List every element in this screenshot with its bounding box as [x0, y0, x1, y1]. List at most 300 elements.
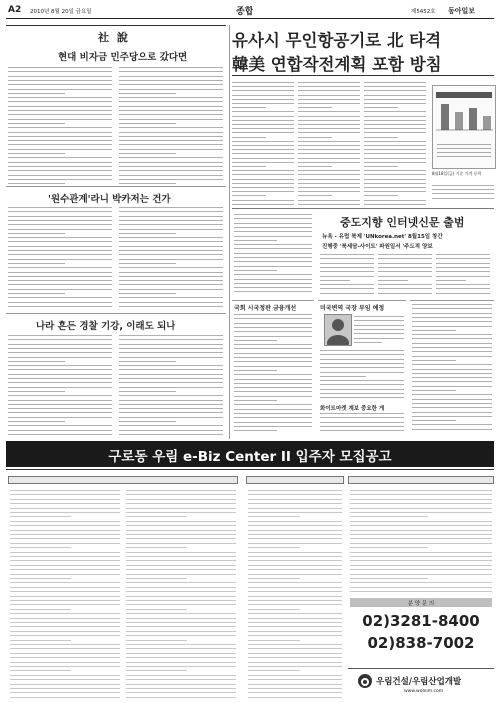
text-line	[8, 144, 112, 145]
text-line	[248, 538, 342, 539]
text-line	[412, 407, 492, 408]
assembly-headline: 국회 시국정판 금융개선	[234, 305, 297, 312]
text-line	[248, 697, 342, 698]
text-line	[320, 397, 404, 398]
text-line	[364, 90, 426, 91]
text-line	[248, 508, 342, 509]
text-line	[119, 84, 223, 85]
text-line	[412, 338, 492, 339]
text-line	[126, 684, 236, 685]
text-line	[412, 330, 456, 331]
text-line	[298, 128, 360, 129]
paper-name: 동아일보	[448, 7, 476, 15]
text-line	[248, 578, 300, 579]
text-line	[8, 149, 112, 150]
text-line	[119, 369, 223, 370]
text-line	[10, 648, 120, 649]
chart-header-bar	[436, 92, 492, 98]
text-line	[126, 569, 236, 570]
text-line	[350, 565, 492, 566]
text-line	[412, 399, 492, 400]
text-line	[248, 653, 342, 654]
text-line	[126, 516, 187, 517]
text-line	[298, 116, 360, 117]
text-line	[119, 67, 223, 68]
text-line	[8, 179, 112, 180]
text-line	[8, 293, 65, 294]
text-line	[8, 400, 112, 401]
text-line	[10, 591, 120, 592]
text-line	[436, 258, 490, 259]
banner-title: 구로동 우림 e-Biz Center II 입주자 모집공고	[108, 449, 392, 465]
text-line	[378, 293, 432, 294]
text-line	[298, 132, 360, 133]
text-line	[248, 640, 300, 641]
text-line	[10, 543, 120, 544]
text-line	[298, 137, 332, 138]
text-line	[298, 103, 360, 104]
text-line	[248, 648, 342, 649]
text-line	[436, 284, 490, 285]
text-line	[119, 306, 223, 307]
text-line	[119, 246, 223, 247]
text-line	[126, 626, 236, 627]
text-line	[119, 114, 223, 115]
text-line	[378, 271, 432, 272]
text-line	[350, 503, 492, 504]
text-line	[119, 335, 223, 336]
text-line	[248, 494, 342, 495]
text-line	[119, 149, 223, 150]
text-line	[126, 574, 236, 575]
text-line	[234, 279, 312, 280]
text-line	[298, 158, 360, 159]
text-line	[8, 339, 112, 340]
text-line	[119, 183, 176, 184]
text-line	[10, 684, 120, 685]
text-line	[350, 494, 492, 495]
text-line	[8, 233, 65, 234]
price-chart	[433, 90, 495, 142]
text-line	[234, 214, 312, 215]
text-line	[232, 95, 294, 96]
text-line	[378, 258, 432, 259]
text-line	[10, 675, 120, 676]
text-line	[354, 338, 404, 339]
editorial-title-3: 나라 흔든 경찰 기강, 이래도 되나	[36, 321, 176, 332]
text-line	[8, 170, 112, 171]
text-line	[126, 653, 236, 654]
text-line	[234, 357, 312, 358]
text-line	[119, 421, 176, 422]
text-line	[10, 688, 120, 689]
text-line	[320, 267, 374, 268]
text-line	[350, 574, 492, 575]
text-line	[364, 158, 426, 159]
text-line	[10, 600, 120, 601]
text-line	[298, 174, 360, 175]
text-line	[350, 569, 492, 570]
text-line	[8, 84, 112, 85]
text-line	[119, 140, 223, 141]
text-line	[10, 613, 120, 614]
text-line	[364, 141, 426, 142]
text-line	[8, 241, 112, 242]
text-line	[10, 662, 120, 663]
text-line	[8, 97, 112, 98]
text-line	[10, 635, 120, 636]
text-line	[126, 640, 187, 641]
text-line	[320, 288, 374, 289]
text-line	[232, 183, 294, 184]
text-line	[298, 204, 360, 205]
text-line	[364, 153, 426, 154]
text-line	[354, 325, 404, 326]
text-line	[10, 516, 71, 517]
text-line	[248, 543, 342, 544]
text-line	[364, 137, 398, 138]
text-line	[364, 95, 426, 96]
ad-form-middle	[246, 474, 344, 700]
ad-form-header	[8, 476, 238, 484]
text-line	[378, 254, 432, 255]
text-line	[298, 149, 360, 150]
text-line	[126, 591, 236, 592]
text-line	[119, 348, 223, 349]
text-line	[364, 145, 426, 146]
text-line	[8, 357, 112, 358]
text-line	[436, 263, 490, 264]
text-line	[234, 417, 312, 418]
text-line	[119, 434, 223, 435]
text-line	[234, 426, 312, 427]
text-line	[10, 560, 120, 561]
text-line	[320, 422, 404, 423]
text-line	[350, 530, 492, 531]
text-line	[119, 412, 223, 413]
text-line	[232, 145, 294, 146]
editorial-label: 社 說	[98, 31, 130, 44]
text-line	[298, 183, 360, 184]
text-line	[412, 424, 492, 425]
text-line	[119, 254, 223, 255]
text-line	[248, 596, 342, 597]
text-line	[126, 613, 236, 614]
text-line	[119, 175, 223, 176]
text-line	[298, 107, 332, 108]
text-line	[119, 339, 223, 340]
price-chart-box	[432, 85, 496, 169]
text-line	[119, 162, 223, 163]
text-line	[234, 340, 277, 341]
text-line	[10, 534, 120, 535]
text-line	[8, 412, 112, 413]
text-line	[234, 430, 277, 431]
text-line	[8, 374, 112, 375]
phone-1: 02)3281-8400	[362, 612, 480, 630]
text-line	[8, 430, 112, 431]
text-line	[436, 254, 490, 255]
text-line	[350, 525, 492, 526]
text-line	[8, 382, 112, 383]
text-line	[8, 421, 65, 422]
ad-form-middle-header	[246, 476, 344, 484]
text-line	[232, 162, 294, 163]
text-line	[8, 153, 65, 154]
text-line	[232, 158, 294, 159]
text-line	[378, 267, 432, 268]
text-line	[234, 314, 312, 315]
text-line	[234, 366, 312, 367]
text-line	[234, 231, 312, 232]
text-line	[320, 284, 374, 285]
text-line	[320, 280, 350, 281]
text-line	[412, 403, 492, 404]
text-line	[248, 569, 342, 570]
text-line	[119, 237, 223, 238]
text-line	[119, 267, 223, 268]
text-line	[126, 604, 236, 605]
text-line	[8, 224, 112, 225]
text-line	[364, 204, 426, 205]
text-line	[248, 556, 342, 557]
text-line	[248, 600, 342, 601]
text-line	[8, 101, 112, 102]
text-line	[248, 565, 342, 566]
text-line	[232, 170, 294, 171]
text-line	[119, 220, 223, 221]
text-line	[8, 183, 65, 184]
second-sub-2: 진행중 '북세담-사이트' 파원일서 '주도적 양보	[322, 244, 433, 250]
text-line	[298, 179, 360, 180]
text-line	[320, 363, 404, 364]
text-line	[119, 93, 176, 94]
text-line	[119, 153, 176, 154]
text-line	[10, 582, 120, 583]
text-line	[232, 111, 294, 112]
text-line	[248, 582, 342, 583]
page-date: 2010년 8월 20일 금요일	[30, 9, 92, 15]
text-line	[248, 609, 300, 610]
text-line	[126, 692, 236, 693]
text-line	[298, 166, 332, 167]
text-line	[412, 381, 492, 382]
text-line	[10, 552, 120, 553]
text-line	[8, 93, 65, 94]
ad-form-right	[348, 474, 494, 700]
text-line	[232, 187, 294, 188]
text-line	[234, 240, 277, 241]
text-line	[10, 666, 120, 667]
text-line	[234, 422, 312, 423]
text-line	[232, 179, 294, 180]
text-line	[232, 195, 266, 196]
text-line	[8, 263, 65, 264]
text-line	[119, 284, 223, 285]
text-line	[8, 136, 112, 137]
text-line	[126, 670, 187, 671]
text-line	[10, 692, 120, 693]
text-line	[364, 162, 426, 163]
text-line	[10, 499, 120, 500]
text-line	[234, 223, 312, 224]
text-line	[10, 569, 120, 570]
text-line	[248, 670, 300, 671]
text-line	[320, 430, 404, 431]
text-line	[234, 348, 312, 349]
text-line	[8, 378, 112, 379]
text-line	[232, 124, 294, 125]
text-line	[119, 374, 223, 375]
text-line	[119, 166, 223, 167]
text-line	[8, 207, 112, 208]
text-line	[350, 490, 492, 491]
text-line	[298, 111, 360, 112]
text-line	[248, 684, 342, 685]
text-line	[350, 512, 492, 513]
text-line	[412, 334, 492, 335]
text-line	[436, 271, 490, 272]
text-line	[364, 128, 426, 129]
text-line	[8, 106, 112, 107]
text-line	[119, 127, 223, 128]
text-line	[10, 530, 120, 531]
text-line	[432, 198, 494, 199]
text-line	[412, 416, 492, 417]
text-line	[119, 250, 223, 251]
text-line	[126, 679, 236, 680]
text-line	[10, 565, 120, 566]
text-line	[298, 191, 360, 192]
text-line	[126, 560, 236, 561]
text-line	[350, 521, 492, 522]
text-line	[320, 293, 374, 294]
text-line	[126, 508, 236, 509]
text-line	[8, 119, 112, 120]
text-line	[126, 534, 236, 535]
text-line	[350, 534, 492, 535]
chart-bar	[455, 112, 463, 130]
text-line	[126, 547, 187, 548]
company-website: www.woolim.com	[404, 689, 444, 694]
text-line	[232, 191, 294, 192]
text-line	[126, 618, 236, 619]
text-line	[126, 587, 236, 588]
text-line	[232, 153, 294, 154]
text-line	[8, 89, 112, 90]
text-line	[126, 538, 236, 539]
text-line	[8, 344, 112, 345]
text-line	[8, 237, 112, 238]
text-line	[10, 640, 71, 641]
text-line	[412, 420, 456, 421]
text-line	[234, 383, 312, 384]
text-line	[248, 626, 342, 627]
text-line	[248, 591, 342, 592]
text-line	[354, 329, 404, 330]
text-line	[119, 417, 223, 418]
text-line	[248, 516, 300, 517]
text-line	[119, 263, 176, 264]
text-line	[119, 89, 223, 90]
text-line	[8, 132, 112, 133]
text-line	[119, 76, 223, 77]
ad-area	[6, 469, 494, 704]
text-line	[234, 283, 312, 284]
text-line	[412, 369, 492, 370]
text-line	[364, 116, 426, 117]
text-line	[234, 327, 312, 328]
text-line	[248, 675, 342, 676]
text-line	[320, 413, 404, 414]
issue-number: 제5452호	[411, 9, 436, 15]
text-line	[8, 352, 112, 353]
text-line	[364, 195, 398, 196]
editorial-title-1: 현대 비자금 민주당으로 갔다면	[58, 52, 188, 63]
text-line	[232, 141, 294, 142]
text-line	[320, 254, 374, 255]
text-line	[350, 578, 428, 579]
main-headline-2: 韓美 연합작전계획 포함 방침	[232, 55, 442, 74]
second-headline: 중도지향 인터넷신문 출범	[340, 216, 465, 229]
text-line	[320, 426, 404, 427]
text-line	[8, 280, 112, 281]
page-number: A2	[8, 5, 22, 15]
text-line	[8, 391, 65, 392]
contact-label: 분 양 문 의	[407, 601, 435, 607]
text-line	[119, 233, 176, 234]
text-line	[232, 149, 294, 150]
text-line	[298, 153, 360, 154]
text-line	[10, 494, 120, 495]
notice-strip	[410, 300, 494, 312]
text-line	[354, 316, 404, 317]
text-line	[10, 657, 120, 658]
text-line	[298, 200, 360, 201]
text-line	[126, 525, 236, 526]
text-line	[8, 284, 112, 285]
text-line	[10, 512, 120, 513]
text-line	[119, 302, 223, 303]
text-line	[248, 662, 342, 663]
text-line	[412, 390, 456, 391]
text-line	[320, 258, 374, 259]
text-line	[298, 95, 360, 96]
text-line	[119, 241, 223, 242]
text-line	[8, 110, 112, 111]
text-line	[10, 644, 120, 645]
chart-bar	[483, 116, 491, 130]
text-line	[126, 635, 236, 636]
text-line	[234, 391, 312, 392]
text-line	[126, 596, 236, 597]
text-line	[10, 670, 71, 671]
text-line	[234, 370, 277, 371]
text-line	[119, 132, 223, 133]
text-line	[126, 578, 187, 579]
text-line	[126, 543, 236, 544]
text-line	[350, 543, 492, 544]
text-line	[234, 287, 312, 288]
text-line	[350, 560, 492, 561]
text-line	[248, 574, 342, 575]
text-line	[8, 259, 112, 260]
text-line	[234, 323, 312, 324]
text-line	[8, 254, 112, 255]
section-name: 종합	[236, 7, 254, 17]
text-line	[8, 80, 112, 81]
text-line	[320, 380, 404, 381]
